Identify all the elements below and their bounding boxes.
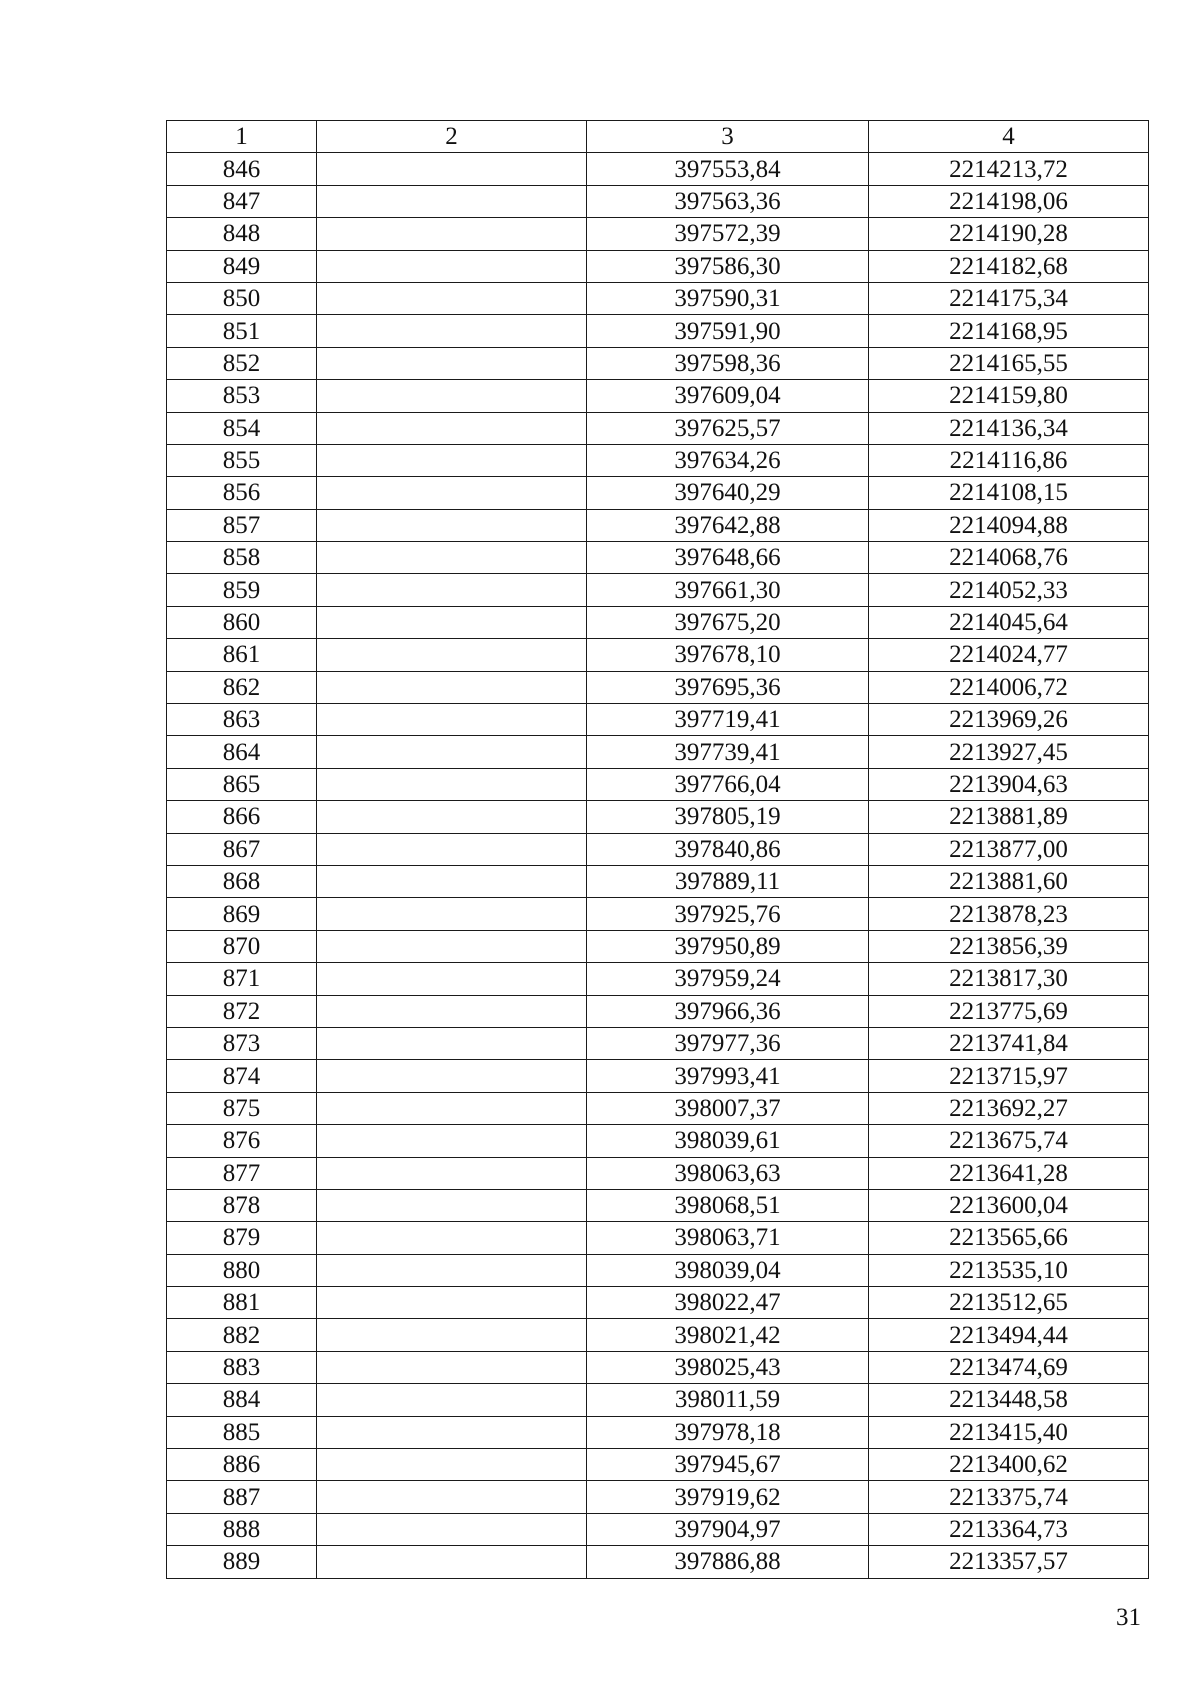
- table-cell: [317, 282, 587, 314]
- table-cell: [317, 833, 587, 865]
- table-cell: 866: [167, 801, 317, 833]
- table-row: [167, 1287, 1149, 1319]
- table-cell: 882: [167, 1319, 317, 1351]
- table-cell: 398039,04: [587, 1254, 869, 1286]
- table-cell: 2214006,72: [869, 671, 1149, 703]
- table-cell: 880: [167, 1254, 317, 1286]
- table-cell: 884: [167, 1384, 317, 1416]
- table-cell: 871: [167, 963, 317, 995]
- table-cell: 2213600,04: [869, 1189, 1149, 1221]
- table-cell: 2214175,34: [869, 282, 1149, 314]
- table-cell: 398011,59: [587, 1384, 869, 1416]
- table-cell: 2213364,73: [869, 1513, 1149, 1545]
- table-cell: 858: [167, 542, 317, 574]
- table-cell: [317, 1222, 587, 1254]
- table-row: [167, 250, 1149, 282]
- table-cell: 398063,71: [587, 1222, 869, 1254]
- table-cell: 885: [167, 1416, 317, 1448]
- table-cell: [317, 542, 587, 574]
- table-cell: 397945,67: [587, 1449, 869, 1481]
- table-cell: 2213400,62: [869, 1449, 1149, 1481]
- table-cell: 397959,24: [587, 963, 869, 995]
- table-cell: 859: [167, 574, 317, 606]
- table-cell: 2214182,68: [869, 250, 1149, 282]
- table-row: [167, 1416, 1149, 1448]
- table-cell: [317, 736, 587, 768]
- table-row: [167, 477, 1149, 509]
- table-row: [167, 1092, 1149, 1124]
- table-cell: 849: [167, 250, 317, 282]
- table-cell: [317, 1319, 587, 1351]
- table-cell: 397661,30: [587, 574, 869, 606]
- table-cell: [317, 412, 587, 444]
- table-cell: 872: [167, 995, 317, 1027]
- table-cell: [317, 380, 587, 412]
- table-cell: [317, 347, 587, 379]
- table-cell: 2214045,64: [869, 606, 1149, 638]
- table-row: [167, 282, 1149, 314]
- table-cell: [317, 1287, 587, 1319]
- table-row: [167, 930, 1149, 962]
- table-cell: 888: [167, 1513, 317, 1545]
- column-header: 4: [869, 121, 1149, 153]
- table-cell: 2214068,76: [869, 542, 1149, 574]
- table-cell: 397642,88: [587, 509, 869, 541]
- table-cell: [317, 1254, 587, 1286]
- table-cell: [317, 1027, 587, 1059]
- table-cell: 398068,51: [587, 1189, 869, 1221]
- table-cell: [317, 1449, 587, 1481]
- table-cell: 397889,11: [587, 865, 869, 897]
- table-cell: [317, 250, 587, 282]
- table-row: [167, 833, 1149, 865]
- table-cell: 847: [167, 185, 317, 217]
- table-row: [167, 963, 1149, 995]
- table-cell: 860: [167, 606, 317, 638]
- table-row: [167, 1351, 1149, 1383]
- table-cell: 886: [167, 1449, 317, 1481]
- table-cell: 397590,31: [587, 282, 869, 314]
- table-row: [167, 315, 1149, 347]
- table-row: [167, 1546, 1149, 1578]
- table-cell: 2213881,60: [869, 865, 1149, 897]
- table-cell: 2213415,40: [869, 1416, 1149, 1448]
- coordinates-table: [166, 120, 1149, 1579]
- table-row: [167, 768, 1149, 800]
- table-cell: [317, 995, 587, 1027]
- table-row: [167, 1222, 1149, 1254]
- table-cell: 397648,66: [587, 542, 869, 574]
- table-cell: 397950,89: [587, 930, 869, 962]
- table-cell: 397993,41: [587, 1060, 869, 1092]
- table-cell: 397739,41: [587, 736, 869, 768]
- table-row: [167, 412, 1149, 444]
- table-cell: [317, 477, 587, 509]
- table-cell: 397966,36: [587, 995, 869, 1027]
- table-cell: [317, 574, 587, 606]
- table-cell: [317, 153, 587, 185]
- table-cell: 855: [167, 444, 317, 476]
- table-row: [167, 1060, 1149, 1092]
- table-cell: 398025,43: [587, 1351, 869, 1383]
- table-cell: 398007,37: [587, 1092, 869, 1124]
- table-cell: [317, 963, 587, 995]
- table-cell: 889: [167, 1546, 317, 1578]
- table-cell: 398021,42: [587, 1319, 869, 1351]
- table-cell: 2213448,58: [869, 1384, 1149, 1416]
- table-cell: 397925,76: [587, 898, 869, 930]
- table-cell: [317, 801, 587, 833]
- table-cell: 397886,88: [587, 1546, 869, 1578]
- table-cell: 2213969,26: [869, 704, 1149, 736]
- table-cell: 869: [167, 898, 317, 930]
- table-cell: 397609,04: [587, 380, 869, 412]
- table-row: [167, 185, 1149, 217]
- table-cell: 865: [167, 768, 317, 800]
- table-row: [167, 444, 1149, 476]
- table-cell: 397591,90: [587, 315, 869, 347]
- table-cell: 2213692,27: [869, 1092, 1149, 1124]
- table-cell: 397625,57: [587, 412, 869, 444]
- table-cell: 2213494,44: [869, 1319, 1149, 1351]
- table-row: [167, 1319, 1149, 1351]
- table-row: [167, 1384, 1149, 1416]
- table-cell: 2214165,55: [869, 347, 1149, 379]
- table-cell: [317, 639, 587, 671]
- table-cell: 397978,18: [587, 1416, 869, 1448]
- table-cell: 854: [167, 412, 317, 444]
- table-cell: 2214108,15: [869, 477, 1149, 509]
- table-row: [167, 898, 1149, 930]
- table-cell: 397675,20: [587, 606, 869, 638]
- table-row: [167, 1254, 1149, 1286]
- table-cell: 2213741,84: [869, 1027, 1149, 1059]
- column-header: 2: [317, 121, 587, 153]
- table-cell: 397598,36: [587, 347, 869, 379]
- table-cell: 868: [167, 865, 317, 897]
- table-cell: 2213641,28: [869, 1157, 1149, 1189]
- table-row: [167, 995, 1149, 1027]
- table-cell: 2214198,06: [869, 185, 1149, 217]
- table-cell: 875: [167, 1092, 317, 1124]
- table-row: [167, 606, 1149, 638]
- table-cell: [317, 218, 587, 250]
- table-cell: [317, 606, 587, 638]
- table-row: [167, 639, 1149, 671]
- table-cell: 2213512,65: [869, 1287, 1149, 1319]
- table-row: [167, 1027, 1149, 1059]
- table-cell: [317, 768, 587, 800]
- table-cell: 2214190,28: [869, 218, 1149, 250]
- table-row: [167, 1449, 1149, 1481]
- table-cell: 857: [167, 509, 317, 541]
- table-cell: 397840,86: [587, 833, 869, 865]
- table-cell: 2213357,57: [869, 1546, 1149, 1578]
- table-cell: 2213535,10: [869, 1254, 1149, 1286]
- table-cell: [317, 1125, 587, 1157]
- table-row: [167, 218, 1149, 250]
- table-cell: [317, 1416, 587, 1448]
- table-cell: 877: [167, 1157, 317, 1189]
- table-cell: 848: [167, 218, 317, 250]
- table-header-row: [167, 121, 1149, 153]
- table-cell: [317, 704, 587, 736]
- table-row: [167, 865, 1149, 897]
- table-cell: 873: [167, 1027, 317, 1059]
- table-cell: 397766,04: [587, 768, 869, 800]
- table-cell: 881: [167, 1287, 317, 1319]
- table-cell: [317, 1481, 587, 1513]
- table-row: [167, 1189, 1149, 1221]
- table-row: [167, 542, 1149, 574]
- table-cell: 846: [167, 153, 317, 185]
- table-cell: 2213877,00: [869, 833, 1149, 865]
- table-cell: 397586,30: [587, 250, 869, 282]
- table-cell: 870: [167, 930, 317, 962]
- table-cell: 397640,29: [587, 477, 869, 509]
- table-cell: 397919,62: [587, 1481, 869, 1513]
- table-cell: [317, 185, 587, 217]
- table-cell: 878: [167, 1189, 317, 1221]
- table-cell: 2213675,74: [869, 1125, 1149, 1157]
- table-cell: 397977,36: [587, 1027, 869, 1059]
- table-row: [167, 1125, 1149, 1157]
- table-cell: 397563,36: [587, 185, 869, 217]
- table-cell: 397572,39: [587, 218, 869, 250]
- table-cell: 2213927,45: [869, 736, 1149, 768]
- table-cell: 2213474,69: [869, 1351, 1149, 1383]
- table-cell: [317, 315, 587, 347]
- table-row: [167, 671, 1149, 703]
- table-cell: 850: [167, 282, 317, 314]
- table-cell: 2213856,39: [869, 930, 1149, 962]
- table-cell: [317, 1060, 587, 1092]
- table-cell: 397904,97: [587, 1513, 869, 1545]
- table-cell: 2213715,97: [869, 1060, 1149, 1092]
- table-cell: 397678,10: [587, 639, 869, 671]
- table-cell: 2213375,74: [869, 1481, 1149, 1513]
- table-cell: 2214136,34: [869, 412, 1149, 444]
- table-cell: 861: [167, 639, 317, 671]
- table-cell: 2213817,30: [869, 963, 1149, 995]
- table-row: [167, 153, 1149, 185]
- table-cell: [317, 1157, 587, 1189]
- table-cell: 397553,84: [587, 153, 869, 185]
- table-cell: 398039,61: [587, 1125, 869, 1157]
- table-cell: 852: [167, 347, 317, 379]
- table-row: [167, 801, 1149, 833]
- table-row: [167, 704, 1149, 736]
- table-cell: 887: [167, 1481, 317, 1513]
- table-cell: 2213904,63: [869, 768, 1149, 800]
- table-cell: 856: [167, 477, 317, 509]
- table-cell: [317, 671, 587, 703]
- table-cell: 398022,47: [587, 1287, 869, 1319]
- table-cell: [317, 1546, 587, 1578]
- table-row: [167, 509, 1149, 541]
- table-cell: 397719,41: [587, 704, 869, 736]
- table-cell: 2213878,23: [869, 898, 1149, 930]
- table-cell: 864: [167, 736, 317, 768]
- table-cell: [317, 509, 587, 541]
- table-cell: 851: [167, 315, 317, 347]
- table-cell: 397634,26: [587, 444, 869, 476]
- table-cell: [317, 1189, 587, 1221]
- table-cell: 867: [167, 833, 317, 865]
- table-row: [167, 1513, 1149, 1545]
- table-cell: [317, 1513, 587, 1545]
- column-header: 3: [587, 121, 869, 153]
- table-cell: 2213775,69: [869, 995, 1149, 1027]
- table-cell: 397805,19: [587, 801, 869, 833]
- table-row: [167, 574, 1149, 606]
- table-row: [167, 1481, 1149, 1513]
- table-cell: 2214213,72: [869, 153, 1149, 185]
- table-cell: 853: [167, 380, 317, 412]
- table-cell: 879: [167, 1222, 317, 1254]
- table-cell: 862: [167, 671, 317, 703]
- table-cell: 2214159,80: [869, 380, 1149, 412]
- table-body: [167, 153, 1149, 1578]
- table-cell: 883: [167, 1351, 317, 1383]
- table-cell: 874: [167, 1060, 317, 1092]
- table-row: [167, 736, 1149, 768]
- table-row: [167, 1157, 1149, 1189]
- table-cell: 2213565,66: [869, 1222, 1149, 1254]
- column-header: 1: [167, 121, 317, 153]
- table-cell: [317, 444, 587, 476]
- table-cell: 876: [167, 1125, 317, 1157]
- table-cell: [317, 1092, 587, 1124]
- table-row: [167, 380, 1149, 412]
- table-cell: 2214094,88: [869, 509, 1149, 541]
- table-cell: 2213881,89: [869, 801, 1149, 833]
- table-cell: [317, 930, 587, 962]
- table-cell: 2214052,33: [869, 574, 1149, 606]
- table-cell: [317, 1384, 587, 1416]
- table-cell: 2214168,95: [869, 315, 1149, 347]
- table-cell: [317, 865, 587, 897]
- table-cell: [317, 898, 587, 930]
- table-row: [167, 347, 1149, 379]
- table-cell: [317, 1351, 587, 1383]
- page-number: 31: [1116, 1604, 1141, 1631]
- table-cell: 397695,36: [587, 671, 869, 703]
- table-cell: 2214024,77: [869, 639, 1149, 671]
- table-cell: 2214116,86: [869, 444, 1149, 476]
- table-cell: 398063,63: [587, 1157, 869, 1189]
- table-cell: 863: [167, 704, 317, 736]
